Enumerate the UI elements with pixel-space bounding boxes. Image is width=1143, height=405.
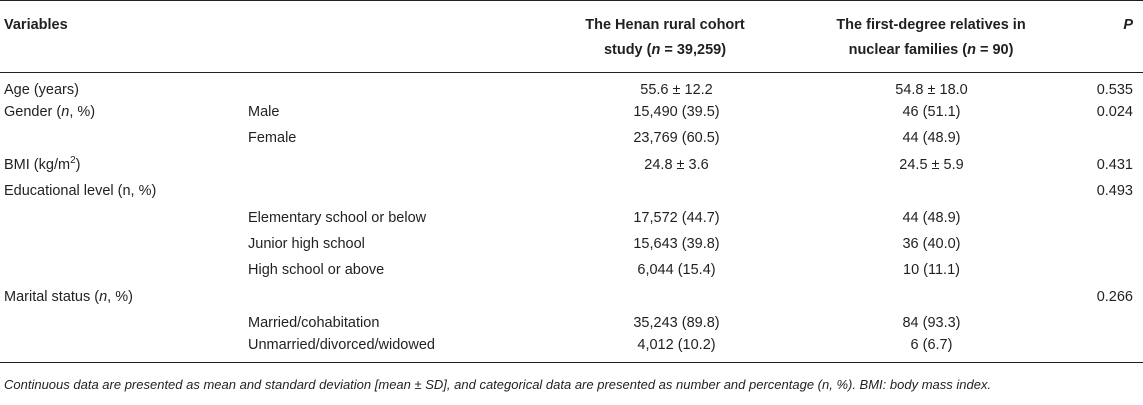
table-row [0, 231, 1143, 257]
row-cohort-value: 4,012 (10.2) [518, 336, 773, 362]
row-subgroup: High school or above [248, 262, 385, 279]
row-relatives-value: 6 (6.7) [773, 336, 1060, 362]
row-subgroup [244, 178, 518, 204]
table-row [0, 336, 1143, 362]
row-cohort-value: 24.8 ± 3.6 [644, 156, 709, 173]
row-p-value: 0.431 [1096, 156, 1133, 173]
table-footnote: Continuous data are presented as mean and standard deviation [mean ± SD], and categorical data are presented as number and percentage (n, %). BMI: body mass index. [4, 377, 992, 392]
header-row [0, 1, 1143, 73]
row-subgroup: Married/cohabitation [248, 315, 380, 332]
table-row [0, 125, 1143, 151]
row-relatives-value: 54.8 ± 18.0 [895, 82, 968, 99]
header-blank [244, 1, 518, 73]
row-cohort-value [518, 178, 773, 204]
row-relatives-value [773, 284, 1060, 310]
row-p-value: 0.024 [1096, 104, 1133, 121]
row-variable: BMI $(kg/m^2)$ [4, 155, 81, 173]
row-p-value [1060, 310, 1143, 336]
table-row [0, 284, 1143, 310]
header-p-value: P [1060, 1, 1143, 73]
row-variable: Age (years) [4, 82, 79, 99]
row-relatives-value: 10 (11.1) [903, 262, 960, 279]
row-relatives-value: 46 (51.1) [902, 104, 961, 121]
row-p-value [1060, 204, 1143, 230]
row-variable [0, 125, 244, 151]
header-relatives: The first-degree relatives in nuclear families (n = 90) [773, 1, 1060, 73]
row-variable [0, 336, 244, 362]
row-variable [0, 231, 244, 257]
table-row [0, 310, 1143, 336]
table-row [0, 99, 1143, 125]
table-row [0, 73, 1143, 99]
row-subgroup: Elementary school or below [248, 209, 427, 226]
row-cohort-value: 55.6 ± 12.2 [640, 82, 713, 99]
row-variable: Marital status (n, %) [4, 288, 133, 305]
row-p-value [1060, 125, 1143, 151]
row-relatives-value: 84 (93.3) [902, 315, 961, 332]
table-body [0, 73, 1143, 363]
row-variable [0, 204, 244, 230]
row-cohort-value: 23,769 (60.5) [633, 130, 720, 147]
row-relatives-value: 24.5 ± 5.9 [899, 156, 964, 173]
row-cohort-value: 17,572 (44.7) [633, 209, 720, 226]
row-relatives-value: 36 (40.0) [902, 236, 961, 253]
header-cohort: The Henan rural cohort study (n = 39,259) [518, 1, 773, 73]
row-subgroup: Male [248, 104, 280, 121]
row-cohort-value [518, 284, 773, 310]
row-variable [0, 310, 244, 336]
row-variable: Gender (n, %) [4, 104, 96, 121]
row-p-value: 0.493 [1096, 183, 1133, 200]
header-variables: Variables [0, 1, 244, 73]
row-subgroup [244, 73, 518, 99]
row-subgroup [244, 284, 518, 310]
row-cohort-value: 6,044 (15.4) [637, 262, 716, 279]
row-p-value [1060, 231, 1143, 257]
row-relatives-value [773, 178, 1060, 204]
row-cohort-value: 15,490 (39.5) [633, 104, 720, 121]
row-p-value: 0.535 [1096, 82, 1133, 99]
row-p-value [1060, 257, 1143, 283]
row-subgroup: Junior high school [248, 236, 365, 253]
table-row [0, 178, 1143, 204]
row-subgroup [244, 152, 518, 178]
row-variable: Educational level (n, %) [4, 183, 157, 200]
row-p-value [1060, 336, 1143, 362]
row-cohort-value: 15,643 (39.8) [633, 236, 720, 253]
row-relatives-value: 44 (48.9) [902, 130, 961, 147]
table-row [0, 204, 1143, 230]
row-p-value: 0.266 [1096, 288, 1133, 305]
row-subgroup: Female [248, 130, 297, 147]
row-variable [0, 257, 244, 283]
row-relatives-value: 44 (48.9) [902, 209, 961, 226]
row-subgroup: Unmarried/divorced/widowed [244, 336, 518, 362]
table-header [0, 1, 1143, 73]
table-row [0, 257, 1143, 283]
row-cohort-value: 35,243 (89.8) [633, 315, 720, 332]
table-row [0, 152, 1143, 178]
